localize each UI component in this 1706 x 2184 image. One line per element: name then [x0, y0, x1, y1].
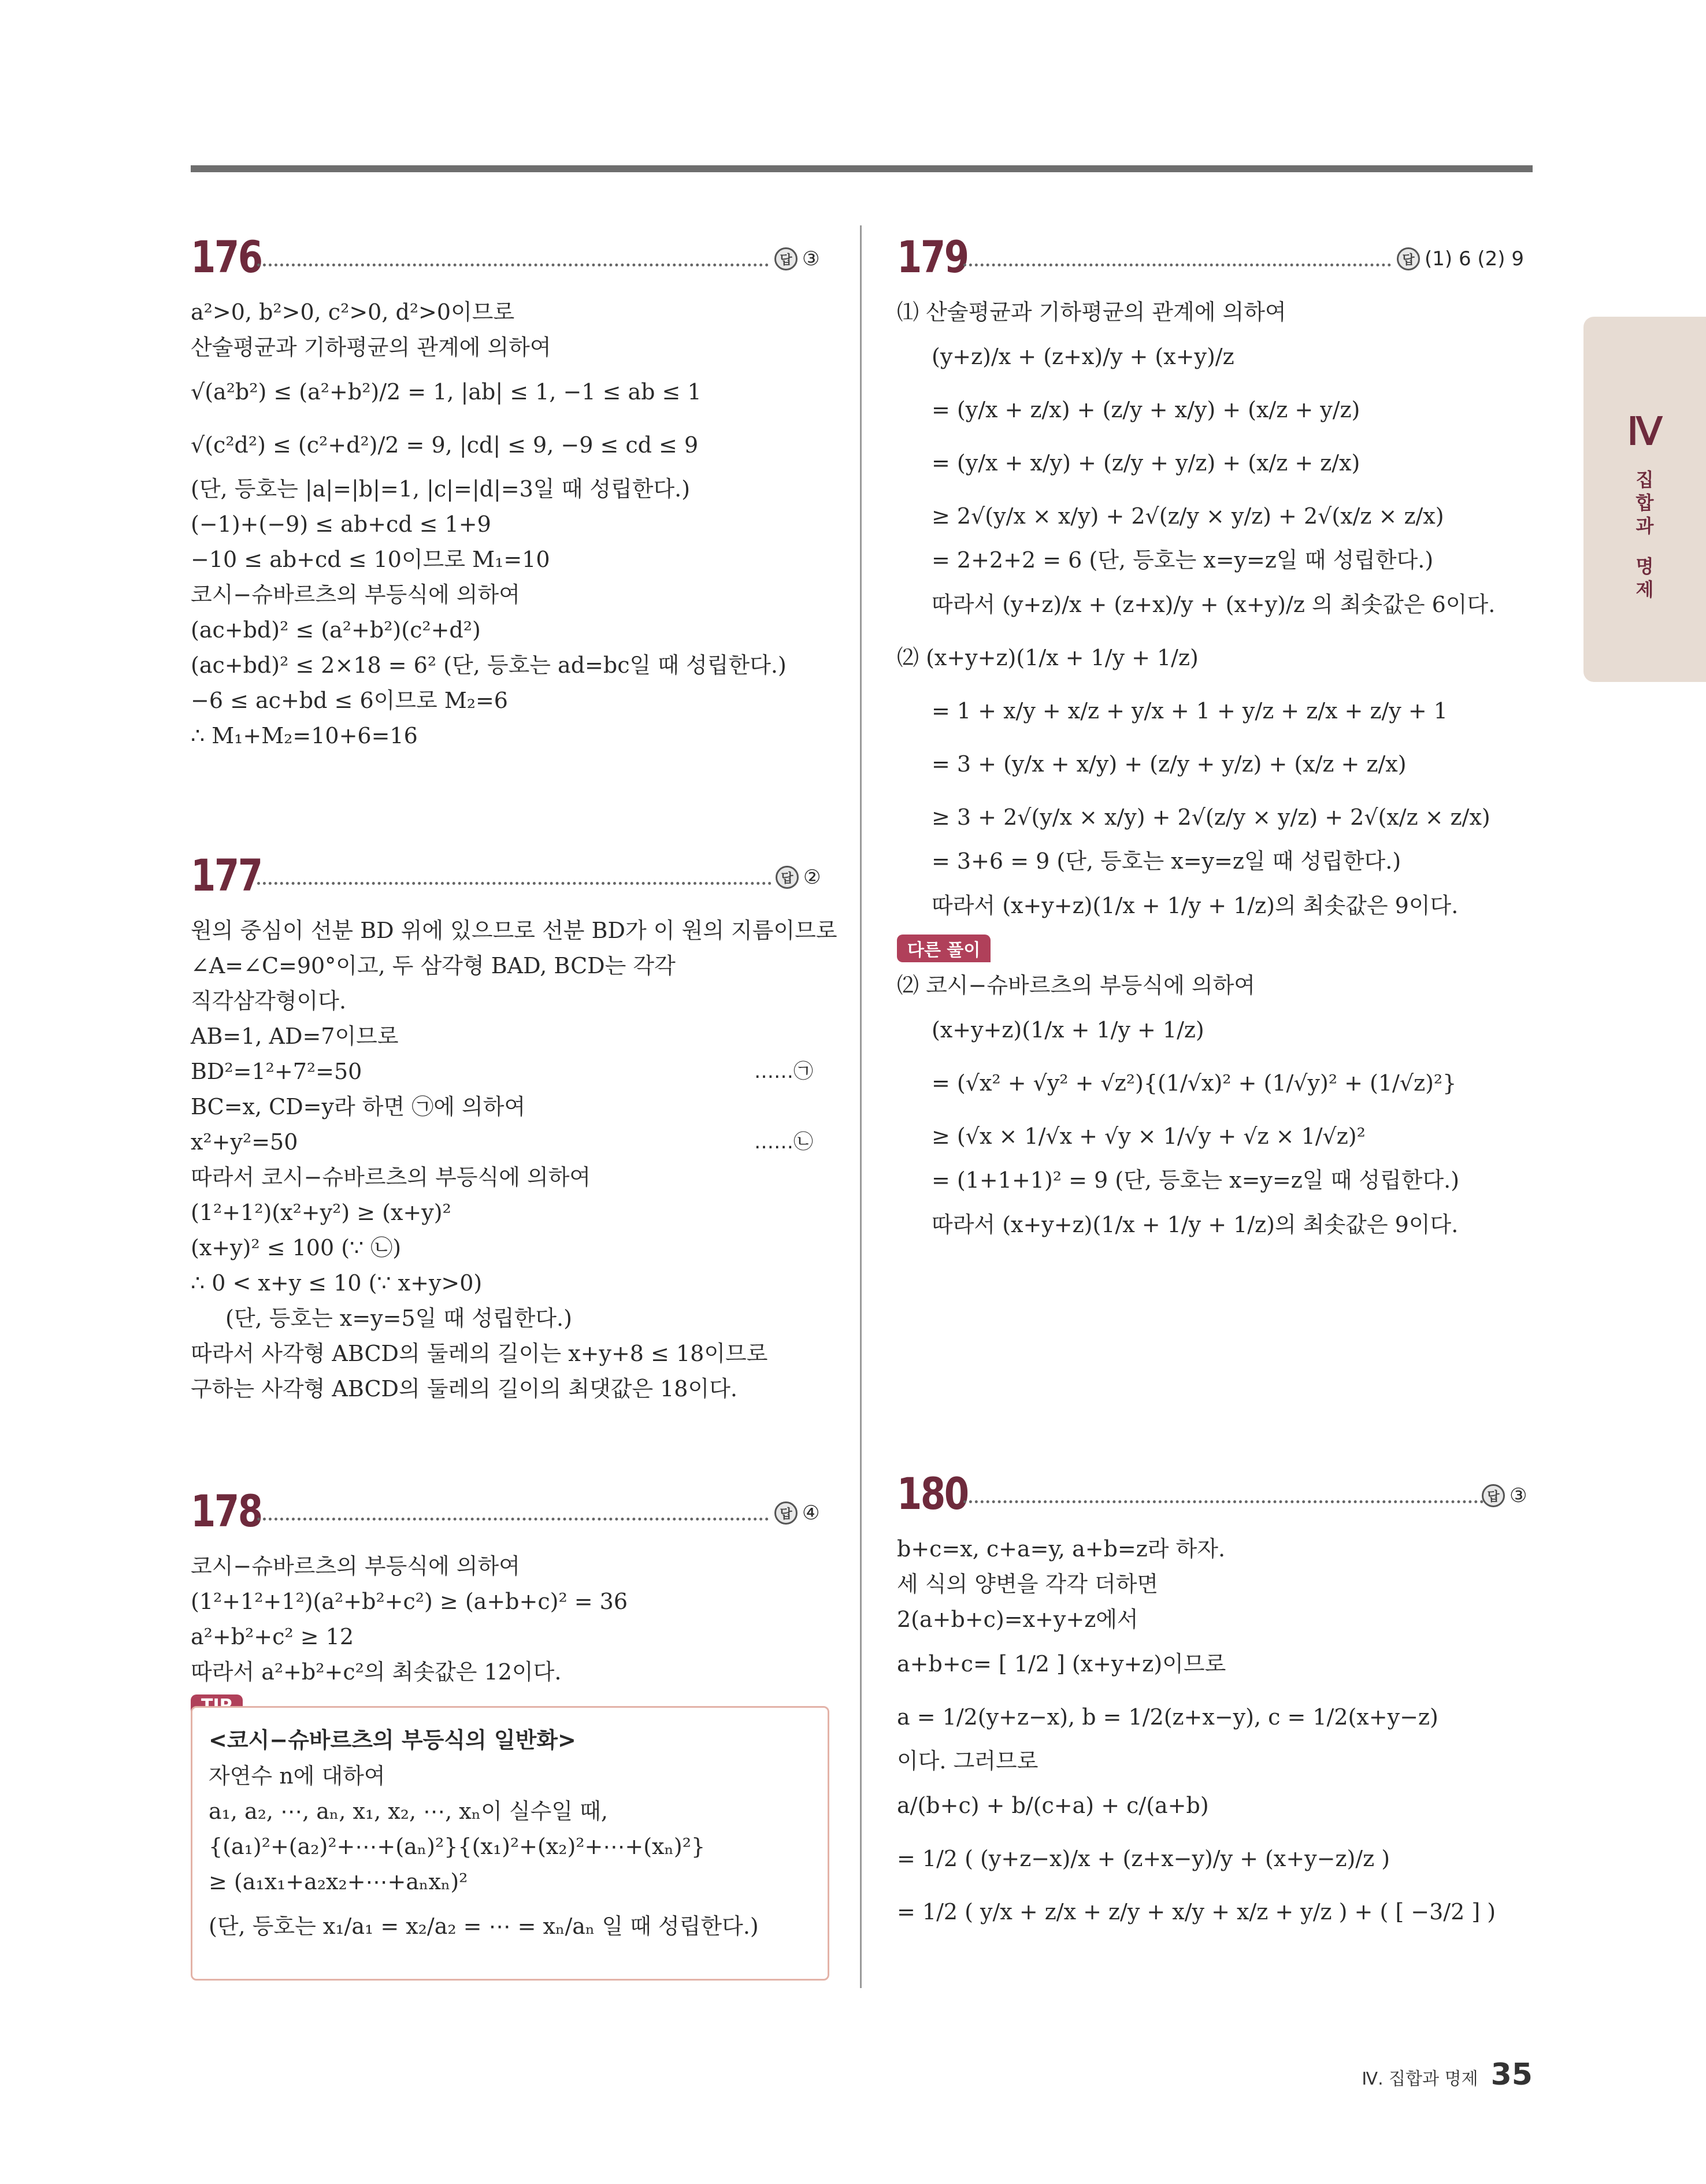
solution-line: a+b+c= [ 1/2 ] (x+y+z)이므로 — [897, 1651, 1226, 1677]
answer-icon: 답 — [774, 1501, 798, 1525]
solution-line: 따라서 a²+b²+c²의 최솟값은 12이다. — [191, 1659, 562, 1685]
side-tab-roman: Ⅳ — [1627, 411, 1663, 453]
column-divider — [860, 225, 862, 1988]
chapter-side-tab[interactable] — [1583, 317, 1706, 682]
solution-line: 따라서 (x+y+z)(1/x + 1/y + 1/z)의 최솟값은 9이다. — [932, 1212, 1459, 1237]
solution-line: −10 ≤ ab+cd ≤ 10이므로 M₁=10 — [191, 547, 550, 572]
problem-179 — [897, 231, 1533, 1251]
problem-number: 176 — [191, 231, 262, 283]
problem-178 — [191, 1485, 829, 1939]
solution-line: (1²+1²)(x²+y²) ≥ (x+y)² — [191, 1200, 451, 1225]
tip-box — [191, 1706, 829, 1981]
solution-line: 원의 중심이 선분 BD 위에 있으므로 선분 BD가 이 원의 지름이므로 — [191, 918, 837, 943]
solution-line: = 3+6 = 9 (단, 등호는 x=y=z일 때 성립한다.) — [932, 848, 1401, 874]
tip-line: (단, 등호는 x₁/a₁ = x₂/a₂ = ⋯ = xₙ/aₙ 일 때 성립한다.) — [209, 1914, 759, 1939]
answer-icon: 답 — [1482, 1484, 1505, 1507]
solution-line: 세 식의 양변을 각각 더하면 — [897, 1571, 1159, 1597]
top-rule — [191, 165, 1533, 172]
solution-line: ≥ 2√(y/x × x/y) + 2√(z/y × y/z) + 2√(x/z × z/x) — [932, 503, 1444, 529]
solution-line: x²+y²=50 ……㉡ — [191, 1125, 829, 1160]
solution-line: BD²=1²+7²=50 ……㉠ — [191, 1054, 829, 1089]
solution-line: = 3 + (y/x + x/y) + (z/y + y/z) + (x/z + z/x) — [932, 751, 1407, 777]
problem-number: 179 — [897, 231, 968, 283]
solution-line: 따라서 (x+y+z)(1/x + 1/y + 1/z)의 최솟값은 9이다. — [932, 893, 1459, 918]
tip-line: 자연수 n에 대하여 — [209, 1763, 385, 1789]
solution-line: 따라서 사각형 ABCD의 둘레의 길이는 x+y+8 ≤ 18이므로 — [191, 1341, 768, 1366]
equation-marker-2: ……㉡ — [754, 1130, 813, 1154]
solution-line: ≥ (√x × 1/√x + √y × 1/√y + √z × 1/√z)² — [932, 1123, 1366, 1149]
solution-line: = (y/x + x/y) + (z/y + y/z) + (x/z + z/x) — [932, 450, 1360, 476]
problem-number: 178 — [191, 1485, 262, 1537]
solution-line: √(a²b²) ≤ (a²+b²)/2 = 1, |ab| ≤ 1, −1 ≤ ab ≤ 1 — [191, 379, 702, 405]
solution-line: ⑵ 코시−슈바르츠의 부등식에 의하여 — [897, 973, 1255, 998]
solution-line: ⑵ (x+y+z)(1/x + 1/y + 1/z) — [897, 645, 1199, 670]
answer-icon: 답 — [1397, 247, 1420, 270]
answer-badge: 답 ② — [776, 866, 821, 889]
answer-icon: 답 — [774, 247, 798, 270]
answer-icon: 답 — [776, 866, 799, 889]
problem-177 — [191, 850, 837, 1407]
leader-dots — [257, 882, 772, 885]
leader-dots — [963, 1500, 1495, 1503]
solution-line: 따라서 (y+z)/x + (z+x)/y + (x+y)/z 의 최솟값은 6이다. — [932, 592, 1496, 617]
solution-line: 2(a+b+c)=x+y+z에서 — [897, 1607, 1138, 1632]
leader-dots — [257, 264, 769, 266]
solution-line: (ac+bd)² ≤ 2×18 = 6² (단, 등호는 ad=bc일 때 성립한다.) — [191, 652, 787, 678]
solution-line: (x+y)² ≤ 100 (∵ ㉡) — [191, 1235, 402, 1260]
solution-line: ≥ 3 + 2√(y/x × x/y) + 2√(z/y × y/z) + 2√(x/z × z/x) — [932, 804, 1490, 830]
solution-line: 코시−슈바르츠의 부등식에 의하여 — [191, 1553, 520, 1579]
solution-line: AB=1, AD=7이므로 — [191, 1024, 399, 1049]
solution-line: a/(b+c) + b/(c+a) + c/(a+b) — [897, 1793, 1209, 1818]
solution-line: 직각삼각형이다. — [191, 988, 347, 1014]
solution-line: = (y/x + z/x) + (z/y + x/y) + (x/z + y/z) — [932, 397, 1360, 422]
solution-line: 코시−슈바르츠의 부등식에 의하여 — [191, 582, 520, 607]
solution-line: = (1+1+1)² = 9 (단, 등호는 x=y=z일 때 성립한다.) — [932, 1167, 1460, 1193]
solution-line: (ac+bd)² ≤ (a²+b²)(c²+d²) — [191, 617, 481, 643]
solution-line: BC=x, CD=y라 하면 ㉠에 의하여 — [191, 1094, 526, 1119]
tip-line: a₁, a₂, ⋯, aₙ, x₁, x₂, ⋯, xₙ이 실수일 때, — [209, 1799, 608, 1824]
solution-line: (1²+1²+1²)(a²+b²+c²) ≥ (a+b+c)² = 36 — [191, 1589, 628, 1614]
solution-line: (x+y+z)(1/x + 1/y + 1/z) — [932, 1017, 1204, 1043]
solution-line: ∴ M₁+M₂=10+6=16 — [191, 723, 418, 748]
tip-title: <코시−슈바르츠의 부등식의 일반화> — [209, 1727, 576, 1753]
leader-dots — [257, 1518, 769, 1521]
page-footer — [1362, 2057, 1533, 2092]
solution-line: ∴ 0 < x+y ≤ 10 (∵ x+y>0) — [191, 1270, 483, 1296]
solution-line: ∠A=∠C=90°이고, 두 삼각형 BAD, BCD는 각각 — [191, 953, 676, 978]
equation-marker-1: ……㉠ — [754, 1060, 813, 1083]
problem-number: 177 — [191, 850, 262, 901]
solution-line: ⑴ 산술평균과 기하평균의 관계에 의하여 — [897, 299, 1286, 325]
answer-badge: 답 ③ — [774, 247, 819, 270]
tip-line: {(a₁)²+(a₂)²+⋯+(aₙ)²}{(x₁)²+(x₂)²+⋯+(xₙ)²} — [209, 1834, 706, 1859]
solution-line: (y+z)/x + (z+x)/y + (x+y)/z — [932, 344, 1234, 369]
solution-line: −6 ≤ ac+bd ≤ 6이므로 M₂=6 — [191, 688, 508, 713]
solution-line: (−1)+(−9) ≤ ab+cd ≤ 1+9 — [191, 511, 491, 537]
solution-line: a²>0, b²>0, c²>0, d²>0이므로 — [191, 299, 515, 325]
solution-line: 이다. 그러므로 — [897, 1748, 1039, 1774]
problem-176 — [191, 231, 829, 754]
answer-badge: 답 (1) 6 (2) 9 — [1397, 247, 1524, 270]
problem-number: 180 — [897, 1468, 968, 1519]
solution-line: (단, 등호는 x=y=5일 때 성립한다.) — [225, 1306, 572, 1331]
solution-line: = (√x² + √y² + √z²){(1/√x)² + (1/√y)² + (1/√z)²} — [932, 1070, 1457, 1096]
solution-line: a²+b²+c² ≥ 12 — [191, 1624, 354, 1649]
solution-line: = 1/2 ( (y+z−x)/x + (z+x−y)/y + (x+y−z)/z ) — [897, 1846, 1390, 1871]
problem-180 — [897, 1468, 1533, 1938]
page-number: 35 — [1490, 2057, 1533, 2092]
alt-solution-label: 다른 풀이 — [897, 935, 991, 962]
solution-line: 산술평균과 기하평균의 관계에 의하여 — [191, 335, 551, 360]
solution-line: 따라서 코시−슈바르츠의 부등식에 의하여 — [191, 1165, 591, 1190]
leader-dots — [963, 264, 1391, 266]
answer-badge: 답 ③ — [1482, 1484, 1527, 1507]
footer-chapter: Ⅳ. 집합과 명제 — [1362, 2069, 1478, 2089]
answer-badge: 답 ④ — [774, 1501, 819, 1525]
solution-line: = 1/2 ( y/x + z/x + z/y + x/y + x/z + y/z ) + ( [ −3/2 ] ) — [897, 1899, 1496, 1925]
solution-line: √(c²d²) ≤ (c²+d²)/2 = 9, |cd| ≤ 9, −9 ≤ cd ≤ 9 — [191, 432, 699, 458]
solution-line: 구하는 사각형 ABCD의 둘레의 길이의 최댓값은 18이다. — [191, 1376, 737, 1401]
solution-line: a = 1/2(y+z−x), b = 1/2(z+x−y), c = 1/2(x+y−z) — [897, 1704, 1438, 1730]
solution-line: = 1 + x/y + x/z + y/x + 1 + y/z + z/x + z/y + 1 — [932, 698, 1448, 724]
tip-line: ≥ (a₁x₁+a₂x₂+⋯+aₙxₙ)² — [209, 1869, 468, 1894]
solution-line: b+c=x, c+a=y, a+b=z라 하자. — [897, 1536, 1226, 1562]
solution-line: = 2+2+2 = 6 (단, 등호는 x=y=z일 때 성립한다.) — [932, 547, 1434, 573]
side-tab-title: 집 합 과 명 제 — [1635, 469, 1654, 600]
solution-line: (단, 등호는 |a|=|b|=1, |c|=|d|=3일 때 성립한다.) — [191, 476, 691, 502]
